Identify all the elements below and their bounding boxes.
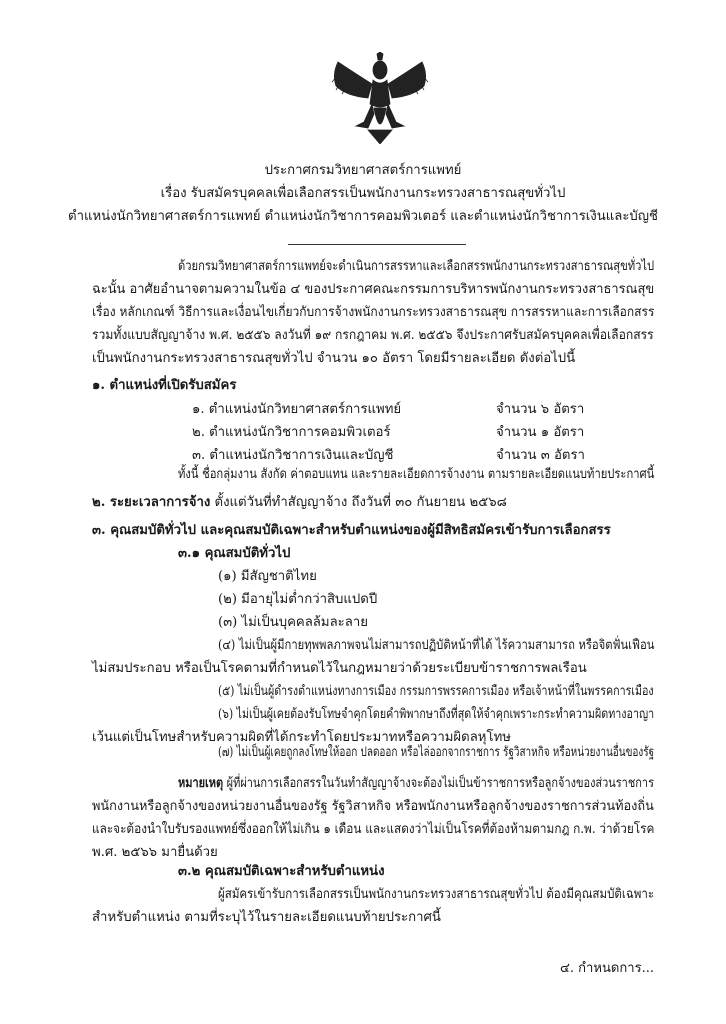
remark-text: ผู้ที่ผ่านการเลือกสรรในวันทำสัญญาจ้างจะต้องไม่เป็นข้าราชการหรือลูกจ้างของส่วนราชการ [226,776,654,791]
section-3-heading: ๓. คุณสมบัติทั่วไป และคุณสมบัติเฉพาะสำหรับตำแหน่งของผู้มีสิทธิสมัครเข้ารับการเลือกสรร [92,523,611,538]
position-count: จำนวน ๓ อัตรา [496,448,585,463]
position-count: จำนวน ๑ อัตรา [496,425,585,440]
position-name: ๓. ตำแหน่งนักวิชาการเงินและบัญชี [192,448,394,463]
intro-line: เป็นพนักงานกระทรวงสาธารณสุขทั่วไป จำนวน ๑๐ อัตรา โดยมีรายละเอียด ดังต่อไปนี้ [92,351,576,366]
qualification-item: (๕) ไม่เป็นผู้ดำรงตำแหน่งทางการเมือง กรรมการพรรคการเมือง หรือเจ้าหน้าที่ในพรรคการเมือง [218,684,654,699]
section-1-note: ทั้งนี้ ชื่อกลุ่มงาน สังกัด ค่าตอบแทน และรายละเอียดการจ้างงาน ตามรายละเอียดแนบท้ายประกาศนี้ [178,467,655,482]
section-3-1-heading: ๓.๑ คุณสมบัติทั่วไป [178,546,291,561]
section-2-text: ตั้งแต่วันที่ทำสัญญาจ้าง ถึงวันที่ ๓๐ กันยายน ๒๕๖๘ [214,495,507,510]
announcement-subject: เรื่อง รับสมัครบุคคลเพื่อเลือกสรรเป็นพนักงานกระทรวงสาธารณสุขทั่วไป [160,186,566,201]
section-2-heading: ๒. ระยะเวลาการจ้าง [92,495,211,510]
intro-line: ฉะนั้น อาศัยอำนาจตามความในข้อ ๔ ของประกาศคณะกรรมการบริหารพนักงานกระทรวงสาธารณสุข [92,282,655,297]
specific-line: ผู้สมัครเข้ารับการเลือกสรรเป็นพนักงานกระทรวงสาธารณสุขทั่วไป ต้องมีคุณสมบัติเฉพาะ [218,887,655,902]
qualification-item: (๒) มีอายุไม่ต่ำกว่าสิบแปดปี [218,592,378,607]
remark-line: และจะต้องนำใบรับรองแพทย์ซึ่งออกให้ไม่เกิน ๑ เดือน และแสดงว่าไม่เป็นโรคที่ต้องห้ามตามกฎ ก.พ. ว่าด้วยโรค [92,822,655,837]
garuda-emblem [328,52,432,144]
title-divider [288,244,466,245]
qualification-item: (๔) ไม่เป็นผู้มีกายทุพพลภาพจนไม่สามารถปฏิบัติหน้าที่ได้ ไร้ความสามารถ หรือจิตฟั่นเฟือน [218,638,655,653]
qualification-item: ไม่สมประกอบ หรือเป็นโรคตามที่กำหนดไว้ในกฎหมายว่าด้วยระเบียบข้าราชการพลเรือน [92,661,587,676]
remark [178,775,654,793]
position-name: ๒. ตำแหน่งนักวิชาการคอมพิวเตอร์ [192,425,391,440]
next-page-marker: ๔. กำหนดการ... [560,961,655,976]
section-3-2-heading: ๓.๒ คุณสมบัติเฉพาะสำหรับตำแหน่ง [178,864,385,879]
section-2 [92,494,507,512]
position-count: จำนวน ๖ อัตรา [496,402,585,417]
intro-line: ด้วยกรมวิทยาศาสตร์การแพทย์จะดำเนินการสรรหาและเลือกสรรพนักงานกระทรวงสาธารณสุขทั่วไป [178,259,655,274]
qualification-item: (๑) มีสัญชาติไทย [218,569,317,584]
announcement-title: ประกาศกรมวิทยาศาสตร์การแพทย์ [264,163,462,178]
remark-line: พนักงานหรือลูกจ้างของหน่วยงานอื่นของรัฐ รัฐวิสาหกิจ หรือพนักงานหรือลูกจ้างของราชการส่วนท้องถิ่น [92,799,654,814]
announcement-positions: ตำแหน่งนักวิทยาศาสตร์การแพทย์ ตำแหน่งนักวิชาการคอมพิวเตอร์ และตำแหน่งนักวิชาการเงินและบัญชี [68,209,658,224]
qualification-item: (๓) ไม่เป็นบุคคลล้มละลาย [218,615,368,630]
intro-line: รวมทั้งแบบสัญญาจ้าง พ.ศ. ๒๕๕๖ ลงวันที่ ๑๙ กรกฎาคม พ.ศ. ๒๕๕๖ จึงประกาศรับสมัครบุคคลเพื่อเลือกสรร [92,328,654,343]
qualification-item: เว้นแต่เป็นโทษสำหรับความผิดที่ได้กระทำโดยประมาทหรือความผิดลหุโทษ [92,730,511,745]
remark-label: หมายเหตุ [178,776,224,791]
position-name: ๑. ตำแหน่งนักวิทยาศาสตร์การแพทย์ [192,402,402,417]
qualification-item: (๖) ไม่เป็นผู้เคยต้องรับโทษจำคุกโดยคำพิพากษาถึงที่สุดให้จำคุกเพราะกระทำความผิดทางอาญา [218,707,655,722]
intro-line: เรื่อง หลักเกณฑ์ วิธีการและเงื่อนไขเกี่ยวกับการจ้างพนักงานกระทรวงสาธารณสุข การสรรหาและการเลือกสรร [92,305,655,320]
section-1-heading: ๑. ตำแหน่งที่เปิดรับสมัคร [92,378,237,393]
remark-line: พ.ศ. ๒๕๖๖ มายื่นด้วย [92,845,218,860]
specific-line: สำหรับตำแหน่ง ตามที่ระบุไว้ในรายละเอียดแนบท้ายประกาศนี้ [92,910,441,925]
qualification-item: (๗) ไม่เป็นผู้เคยถูกลงโทษให้ออก ปลดออก หรือไล่ออกจากราชการ รัฐวิสาหกิจ หรือหน่วยงานอื่นของรัฐ [218,745,655,760]
